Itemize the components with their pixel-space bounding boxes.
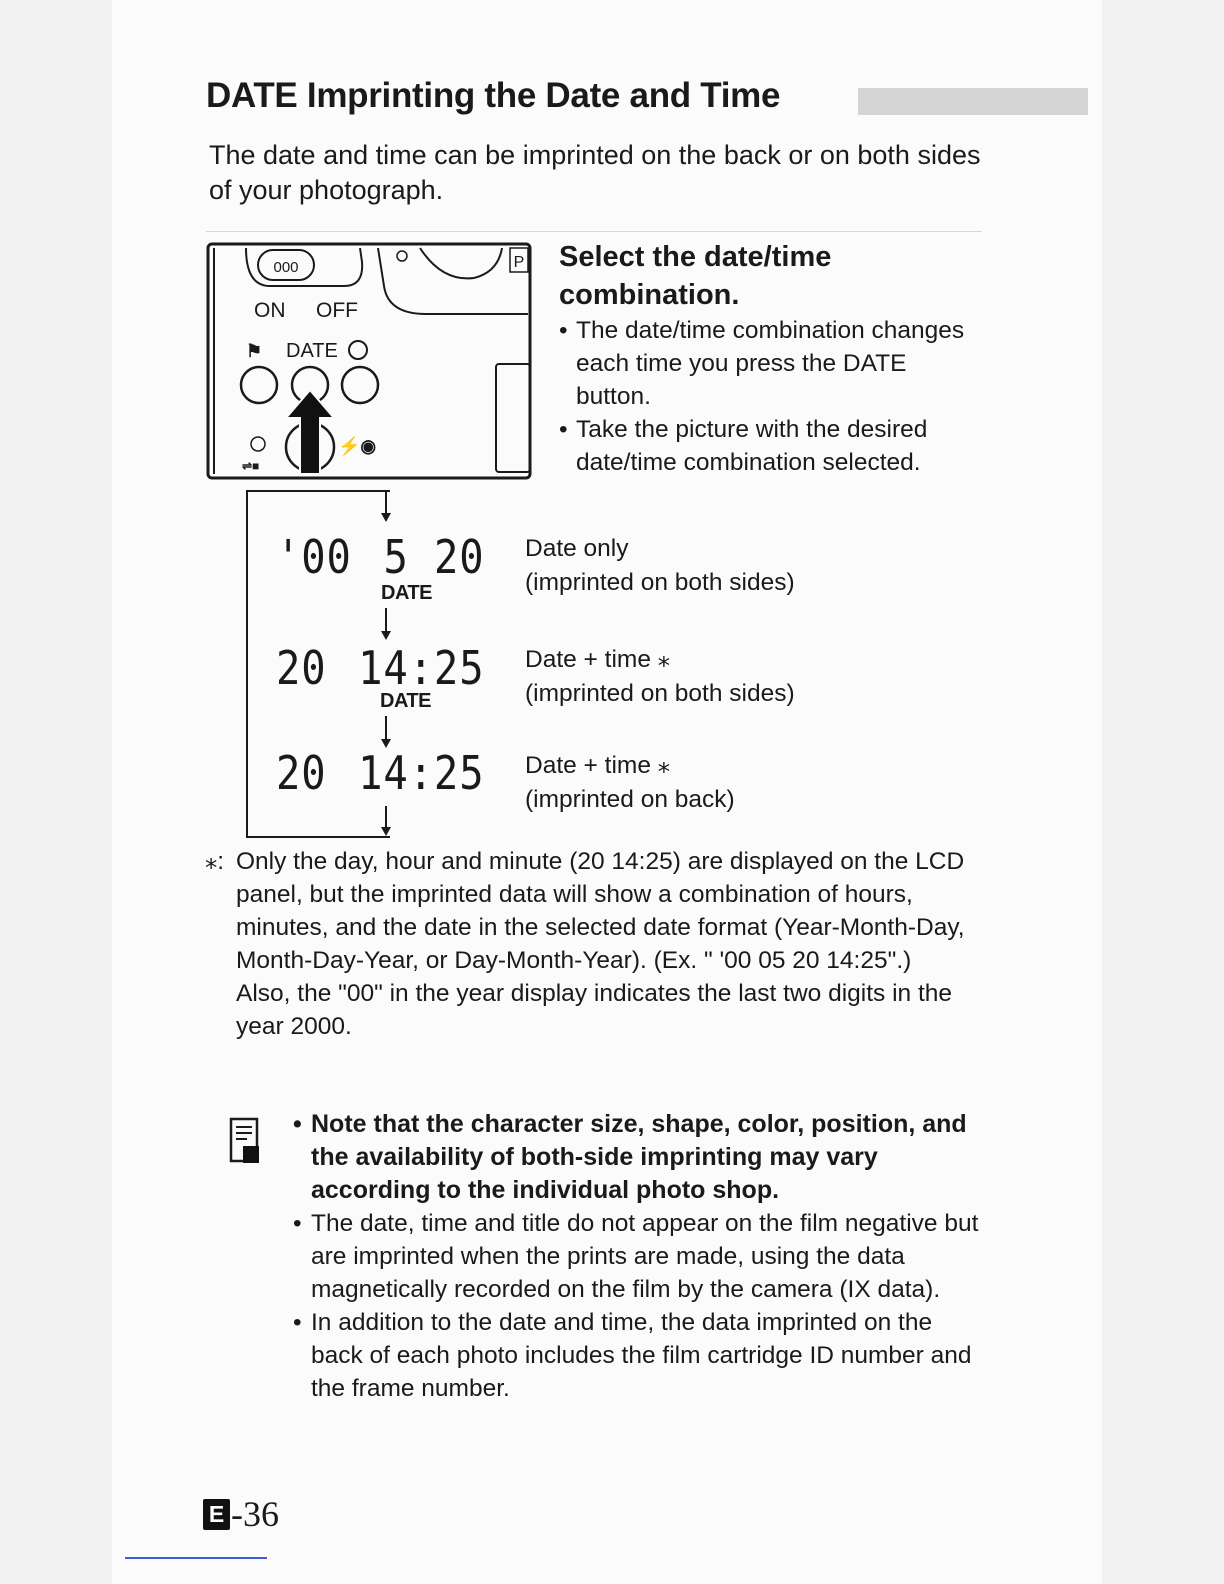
option-detail: (imprinted on both sides) [525,680,795,707]
svg-text:⇌■: ⇌■ [242,459,260,473]
footnote-marker: ⁎: [205,848,225,875]
lcd-month-day: 5 20 [383,530,485,584]
lcd-year: '00 [276,530,352,584]
lcd-time: 14:25 [358,746,485,800]
step-instructions [559,314,979,479]
memo-bullet: • The date, time and title do not appear on the film negative but are imprinted when the prints are made, using the data magnetically recorded on the film by the camera (IX data). [293,1207,983,1306]
cycle-arrow [385,490,387,520]
option-detail: (imprinted on both sides) [525,569,795,596]
cycle-arrow [385,806,387,834]
lcd-date-indicator: DATE [381,582,432,604]
option-name: Date + time ⁎ [525,646,671,673]
lcd-date-indicator: DATE [380,690,431,712]
section-divider [206,231,982,232]
lcd-display-date-only [276,530,485,584]
language-badge: E [203,1499,230,1530]
camera-button-diagram [206,242,534,482]
off-label: OFF [316,299,358,322]
cycle-arrow [385,608,387,638]
step-bullet: • Take the picture with the desired date/time combination selected. [559,413,979,479]
memo-bullet: • In addition to the date and time, the data imprinted on the back of each photo includes the film cartridge ID number and the frame number. [293,1306,983,1405]
lcd-day: 20 [276,746,327,800]
option-date-time-back [525,749,735,817]
option-detail: (imprinted on back) [525,786,735,813]
step-bullet: • The date/time combination changes each time you press the DATE button. [559,314,979,413]
cycle-arrow [385,716,387,746]
step-heading: Select the date/time combination. [559,241,832,311]
lcd-display-date-time-back [276,746,485,800]
p-mode-label: P [513,254,525,271]
page-title: DATE Imprinting the Date and Time [206,76,781,115]
memo-notes [293,1108,983,1405]
on-label: ON [254,299,286,322]
option-date-time-both [525,643,795,711]
footnote-text: Only the day, hour and minute (20 14:25) are displayed on the LCD panel, but the imprinted data will show a combination of hours, minutes, and the date in the selected date format (Year-Month-Day, Month-Day-Year, or Day-Month-Year). (Ex. " '00 05 20 14:25".) [236,848,965,974]
svg-text:⚑: ⚑ [246,341,263,361]
svg-text:⚡◉: ⚡◉ [338,436,377,456]
option-name: Date only [525,535,629,562]
memo-bullet: • Note that the character size, shape, color, position, and the availability of both-side imprinting may vary according to the individual photo shop. [293,1108,983,1207]
option-date-only [525,532,795,600]
intro-text: The date and time can be imprinted on the back or on both sides of your photograph. [209,140,981,205]
memo-note-icon [229,1116,263,1166]
title-decoration-bar [858,88,1088,115]
footnote-text: Also, the "00" in the year display indicates the last two digits in the year 2000. [236,980,953,1040]
svg-text:000: 000 [273,259,299,276]
option-name: Date + time ⁎ [525,752,671,779]
lcd-display-date-time-both [276,641,485,695]
lcd-day: 20 [276,641,327,695]
footnote [205,845,985,1043]
lcd-time: 14:25 [358,641,485,695]
page-number [203,1493,279,1535]
bottom-rule [125,1557,267,1559]
page-number-text: -36 [231,1494,279,1534]
date-label: DATE [286,340,338,362]
